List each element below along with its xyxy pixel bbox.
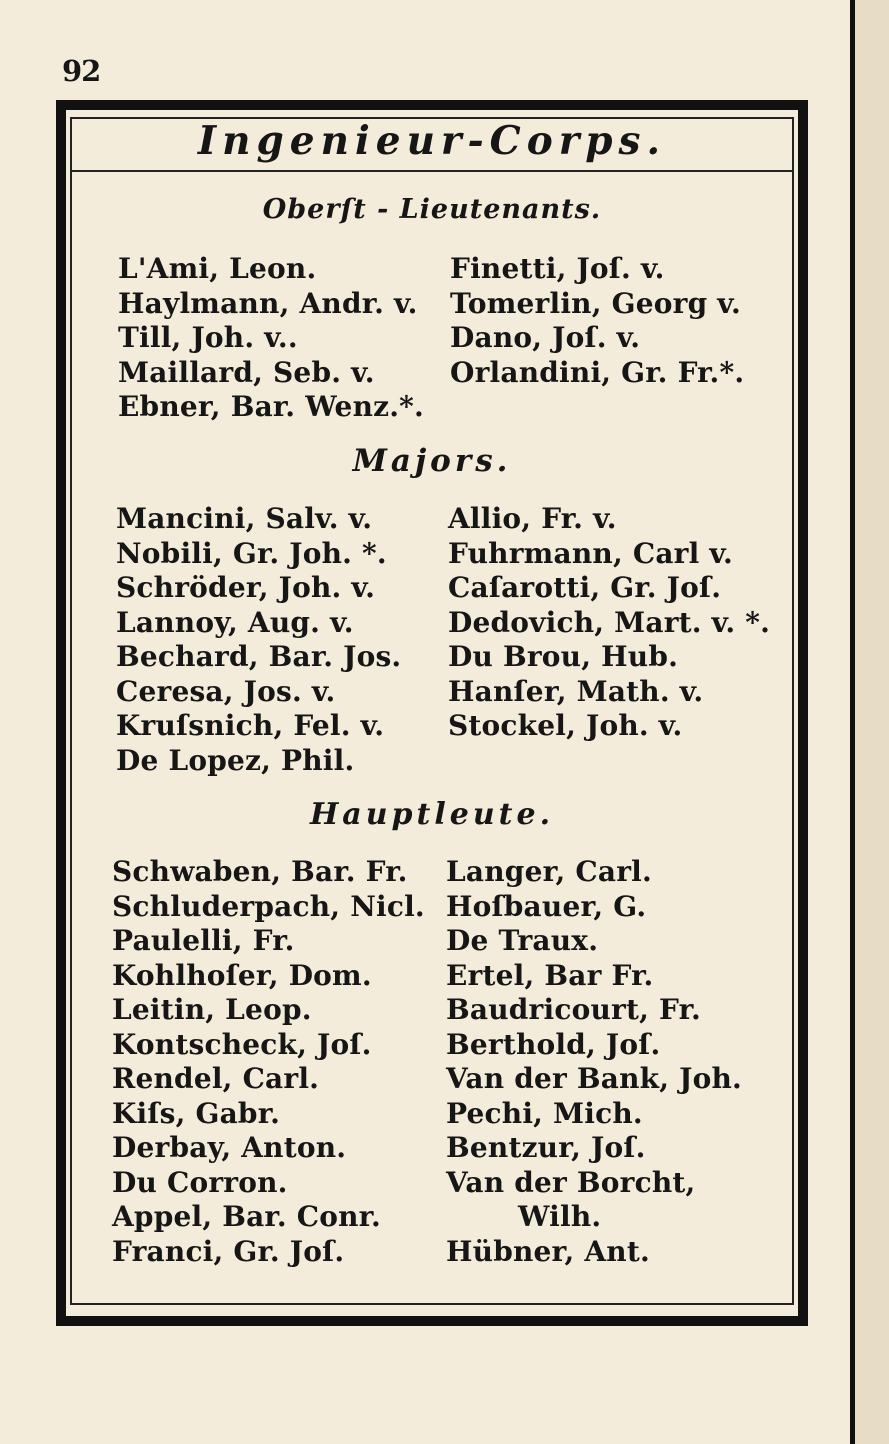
oberst-left-column: [118, 252, 448, 425]
hauptleute-right-entry: Van der Bank, Joh.: [446, 1062, 742, 1095]
majors-left-entry: Mancini, Salv. v.: [116, 502, 373, 535]
hauptleute-right-entry: Van der Borcht,: [446, 1165, 696, 1199]
majors-left-entry: Nobili, Gr. Joh. *.: [116, 536, 387, 570]
hauptleute-right-entry: Hoſbauer, G.: [446, 889, 647, 923]
majors-right-entry: Fuhrmann, Carl v.: [448, 536, 733, 570]
hauptleute-left-column: [112, 855, 442, 1269]
hauptleute-left-entry: Paulelli, Fr.: [112, 924, 295, 957]
majors-right-entry: Caſarotti, Gr. Joſ.: [448, 571, 722, 604]
hauptleute-right-entry: Langer, Carl.: [446, 855, 652, 888]
hauptleute-right-entry: Pechi, Mich.: [446, 1096, 643, 1130]
bottom-frame-rule: [56, 1316, 808, 1321]
majors-right-entry: Stockel, Joh. v.: [448, 709, 683, 742]
majors-right-entry: Allio, Fr. v.: [448, 502, 617, 535]
hauptleute-right-entry: Baudricourt, Fr.: [446, 993, 701, 1026]
hauptleute-left-entry: Schluderpach, Nicl.: [112, 889, 425, 923]
hauptleute-right-entry: Berthold, Joſ.: [446, 1027, 661, 1061]
majors-left-column: [116, 502, 446, 778]
section-title-majors: Majors.: [352, 443, 512, 479]
hauptleute-left-entry: Kontscheck, Joſ.: [112, 1027, 372, 1061]
hauptleute-right-column: [446, 855, 776, 1269]
hauptleute-right-entry: De Traux.: [446, 924, 599, 957]
hauptleute-left-entry: Leitin, Leop.: [112, 993, 312, 1026]
hauptleute-left-entry: Kohlhoſer, Dom.: [112, 958, 372, 992]
majors-left-entry: Kruſsnich, Fel. v.: [116, 709, 385, 742]
oberst-left-entry: Till, Joh. v..: [118, 321, 298, 354]
oberst-left-entry: Haylmann, Andr. v.: [118, 286, 418, 320]
hauptleute-right-entry: Ertel, Bar Fr.: [446, 958, 654, 992]
section-title-hauptleute: Hauptleute.: [309, 797, 555, 832]
oberst-right-column: [450, 252, 780, 390]
hauptleute-left-entry: Du Corron.: [112, 1165, 288, 1199]
hauptleute-left-entry: Kiſs, Gabr.: [112, 1096, 281, 1130]
hauptleute-left-entry: Rendel, Carl.: [112, 1062, 320, 1095]
oberst-right-entry: Finetti, Joſ. v.: [450, 252, 665, 285]
hauptleute-right-entry: Hübner, Ant.: [446, 1234, 650, 1268]
majors-left-entry: Schröder, Joh. v.: [116, 571, 376, 604]
majors-right-entry: Dedovich, Mart. v. *.: [448, 605, 771, 639]
hauptleute-left-entry: Franci, Gr. Joſ.: [112, 1234, 345, 1268]
hauptleute-left-entry: Schwaben, Bar. Fr.: [112, 855, 408, 888]
section-title-oberst: Oberſt - Lieutenants.: [262, 194, 602, 225]
hauptleute-right-entry: Wilh.: [518, 1200, 602, 1233]
majors-left-entry: Bechard, Bar. Jos.: [116, 640, 402, 673]
oberst-right-entry: Tomerlin, Georg v.: [450, 286, 741, 320]
majors-left-entry: Lannoy, Aug. v.: [116, 605, 354, 639]
hauptleute-right-entry: Bentzur, Joſ.: [446, 1131, 646, 1164]
oberst-right-entry: Orlandini, Gr. Fr.*.: [450, 355, 745, 389]
title-rule: [70, 170, 794, 172]
page-number: 92: [62, 54, 101, 88]
oberst-left-entry: L'Ami, Leon.: [118, 252, 317, 285]
hauptleute-left-entry: Appel, Bar. Conr.: [112, 1200, 381, 1233]
oberst-left-entry: Maillard, Seb. v.: [118, 355, 375, 389]
majors-left-entry: Ceresa, Jos. v.: [116, 674, 336, 708]
majors-right-entry: Du Brou, Hub.: [448, 640, 679, 673]
hauptleute-left-entry: Derbay, Anton.: [112, 1131, 347, 1164]
right-page-edge: [850, 0, 889, 1444]
majors-right-entry: Hanſer, Math. v.: [448, 674, 704, 708]
page-title: Ingenieur-Corps.: [197, 118, 667, 164]
oberst-right-entry: Dano, Joſ. v.: [450, 321, 641, 354]
oberst-left-entry: Ebner, Bar. Wenz.*.: [118, 390, 424, 423]
majors-left-entry: De Lopez, Phil.: [116, 743, 355, 777]
majors-right-column: [448, 502, 778, 744]
